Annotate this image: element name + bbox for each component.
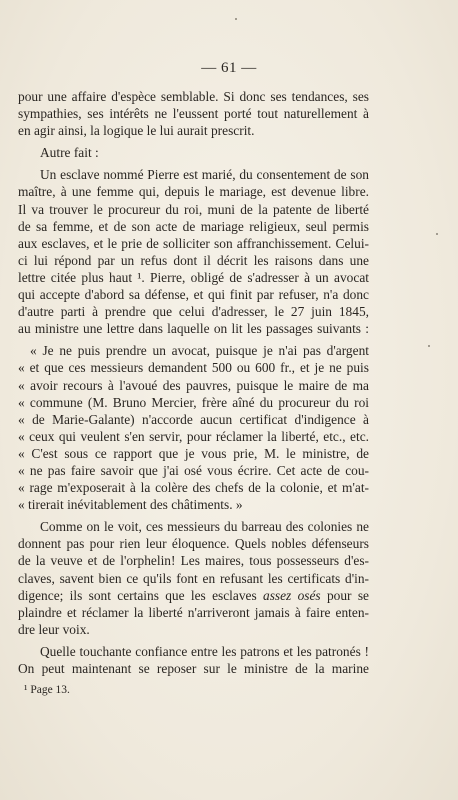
text-line: « ne pas faire savoir que j'ai osé vous écrire. Cet acte de cou- (18, 462, 369, 478)
emphasized-phrase: assez osés (263, 587, 321, 603)
text-line: Comme on le voit, ces messieurs du barreau des colonies ne (40, 519, 369, 535)
text-line: de sa femme, et de son acte de mariage religieux, seul permis (18, 218, 369, 234)
text-line: « avoir recours à l'avoué des pauvres, puisque le maire de ma (18, 377, 369, 393)
text-line: donnent pas pour rien leur éloquence. Quels nobles défenseurs (18, 536, 369, 552)
text-line: lettre citée plus haut ¹. Pierre, obligé de s'adresser à un avocat (18, 269, 369, 285)
text-line: « C'est sous ce rapport que je vous prie, M. le ministre, de (18, 445, 369, 461)
page-number: — 61 — (201, 60, 257, 76)
text-line: maître, à une femme qui, depuis le mariage, est devenue libre. (18, 184, 369, 200)
text-line: « et que ces messieurs demandent 500 ou 600 fr., et je ne puis (18, 360, 369, 376)
paragraph (18, 166, 369, 337)
text-line: « tirerait inévitablement des châtiments. » (18, 497, 243, 513)
text-line: d'autre parti à prendre que celui d'adresser, le 27 juin 1845, (18, 304, 369, 320)
text-line: plaindre et réclamer la liberté n'arriveront jamais à faire enten- (18, 604, 369, 620)
text-line: Quelle touchante confiance entre les patrons et les patronés ! (40, 643, 369, 659)
text-line: On peut maintenant se reposer sur le ministre de la marine (18, 661, 369, 676)
quoted-letter (18, 342, 369, 513)
text-line: Il va trouver le procureur du roi, muni de la patente de liberté (18, 201, 369, 217)
text-line: pour une affaire d'espèce semblable. Si donc ses tendances, ses (18, 89, 369, 104)
paragraph (18, 88, 369, 139)
text-line: aux esclaves, et le prie de solliciter son affranchissement. Celui- (18, 235, 369, 251)
text-line: « de Marie-Galante) n'accorde aucun certificat d'indigence à (18, 411, 369, 427)
paragraph (18, 518, 369, 638)
text-line: ci lui répond par un refus dont il décrit les raisons dans une (18, 252, 369, 268)
paragraph (18, 144, 369, 161)
text-fragment: pour se (320, 587, 369, 603)
text-line: au ministre une lettre dans laquelle on lit les passages suivants : (18, 321, 369, 337)
paper-speck (428, 345, 430, 347)
text-line: dre leur voix. (18, 621, 90, 637)
text-line (18, 587, 369, 604)
text-line: « ceux qui veulent s'en servir, pour réclamer la liberté, etc., etc. (18, 428, 369, 444)
text-line: en agir ainsi, la logique le lui aurait prescrit. (18, 123, 255, 139)
text-line: Autre fait : (40, 145, 99, 161)
footnote: ¹ Page 13. (24, 684, 70, 696)
text-line: claves, savent bien ce qu'ils font en refusant les certificats d'in- (18, 570, 369, 586)
page-body (18, 88, 369, 677)
paper-speck (436, 233, 438, 235)
text-line: sympathies, ses intérêts ne l'eussent porté tout naturellement à (18, 106, 369, 122)
text-fragment: digence; ils sont certains que les esclaves (18, 587, 263, 603)
text-line: de la veuve et de l'orphelin! Les maires, tous possesseurs d'es- (18, 553, 369, 569)
paper-speck (235, 18, 237, 20)
text-line: « commune (M. Bruno Mercier, frère aîné du procureur du roi (18, 394, 369, 410)
text-line: « Je ne puis prendre un avocat, puisque je n'ai pas d'argent (30, 343, 369, 359)
text-line: Un esclave nommé Pierre est marié, du consentement de son (40, 167, 369, 183)
paragraph (18, 643, 369, 677)
text-line: qui accepte d'abord sa défense, et qui finit par refuser, n'a donc (18, 287, 369, 303)
text-line: « rage m'exposerait à la colère des chefs de la colonie, et m'at- (18, 480, 369, 496)
